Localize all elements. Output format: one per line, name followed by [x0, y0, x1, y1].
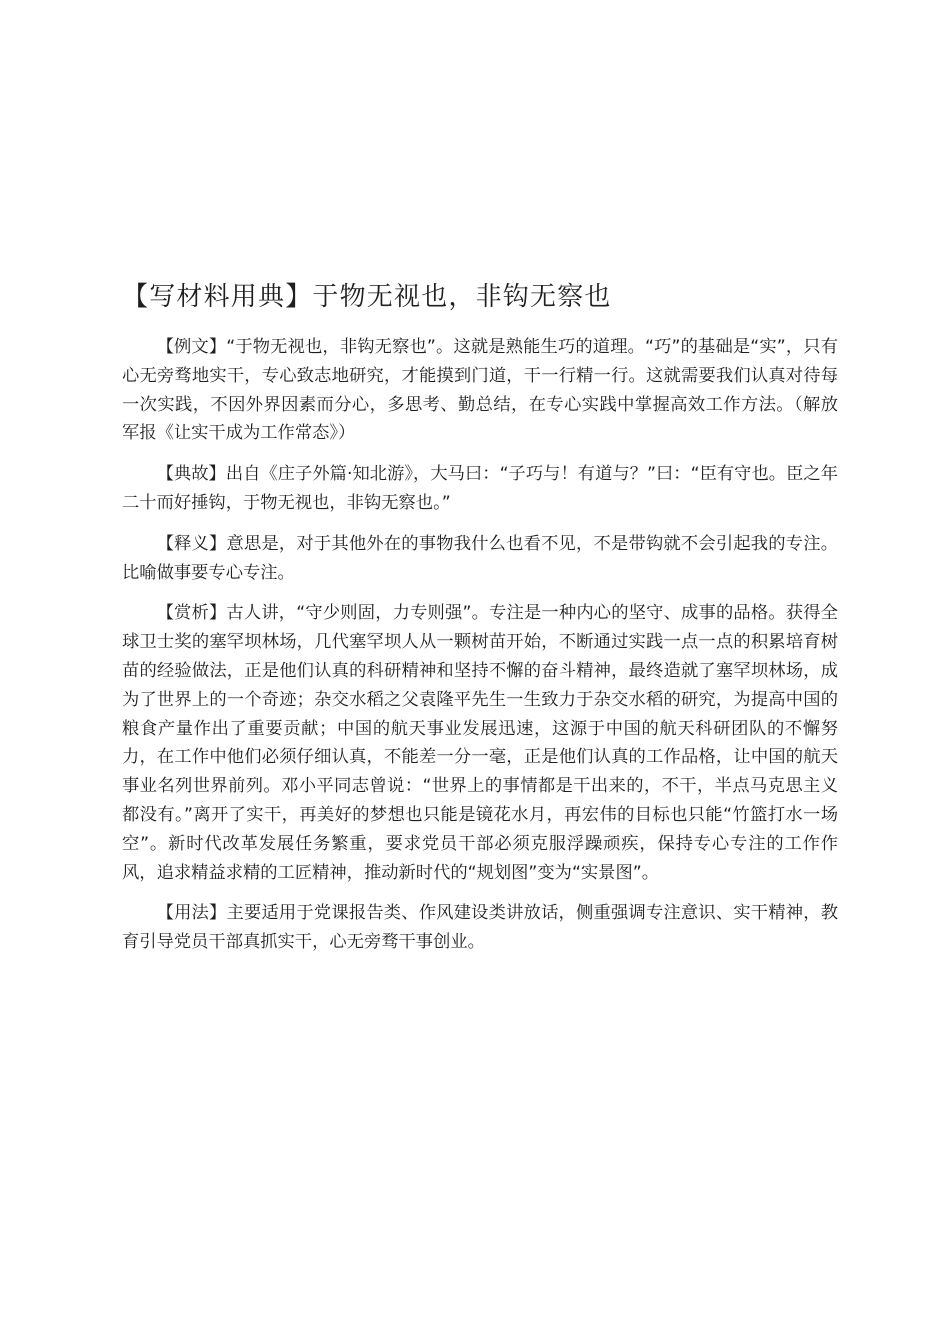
document-body	[122, 333, 838, 969]
paragraph-usage: 【用法】主要适用于党课报告类、作风建设类讲放话，侧重强调专注意识、实干精神，教育引导党员干部真抓实干，心无旁骛干事创业。	[122, 903, 838, 953]
paragraph-meaning: 【释义】意思是，对于其他外在的事物我什么也看不见，不是带钩就不会引起我的专注。比喻做事要专心专注。	[122, 533, 838, 583]
paragraph-allusion: 【典故】出自《庄子外篇·知北游》，大马曰：“子巧与！有道与？”曰：“臣有守也。臣之年二十而好捶钩，于物无视也，非钩无察也。”	[122, 464, 838, 513]
paragraph-appreciation: 【赏析】古人讲，“守少则固，力专则强”。专注是一种内心的坚守、成事的品格。获得全球卫士奖的塞罕坝林场，几代塞罕坝人从一颗树苗开始，不断通过实践一点一点的积累培育树苗的经验做法，正是他们认真的科研精神和坚持不懈的奋斗精神，最终造就了塞罕坝林场，成为了世界上的一个奇迹；杂交水稻之父袁隆平先生一生致力于杂交水稻的研究，为提高中国的粮食产量作出了重要贡献；中国的航天事业发展迅速，这源于中国的航天科研团队的不懈努力，在工作中他们必须仔细认真，不能差一分一毫，正是他们认真的工作品格，让中国的航天事业名列世界前列。邓小平同志曾说：“世界上的事情都是干出来的，不干，半点马克思主义都没有。”离开了实干，再美好的梦想也只能是镜花水月，再宏伟的目标也只能“竹篮打水一场空”。新时代改革发展任务繁重，要求党员干部必须克服浮躁顽疾，保持专心专注的工作作风，追求精益求精的工匠精神，推动新时代的“规划图”变为“实景图”。	[122, 603, 838, 883]
document-title: 【写材料用典】于物无视也，非钩无察也	[122, 282, 612, 312]
paragraph-example: 【例文】“于物无视也，非钩无察也”。这就是熟能生巧的道理。“巧”的基础是“实”，只有心无旁骛地实干，专心致志地研究，才能摸到门道，干一行精一行。这就需要我们认真对待每一次实践，不因外界因素而分心，多思考、勤总结，在专心实践中掌握高效工作方法。（解放军报《让实干成为工作常态》）	[122, 337, 838, 444]
